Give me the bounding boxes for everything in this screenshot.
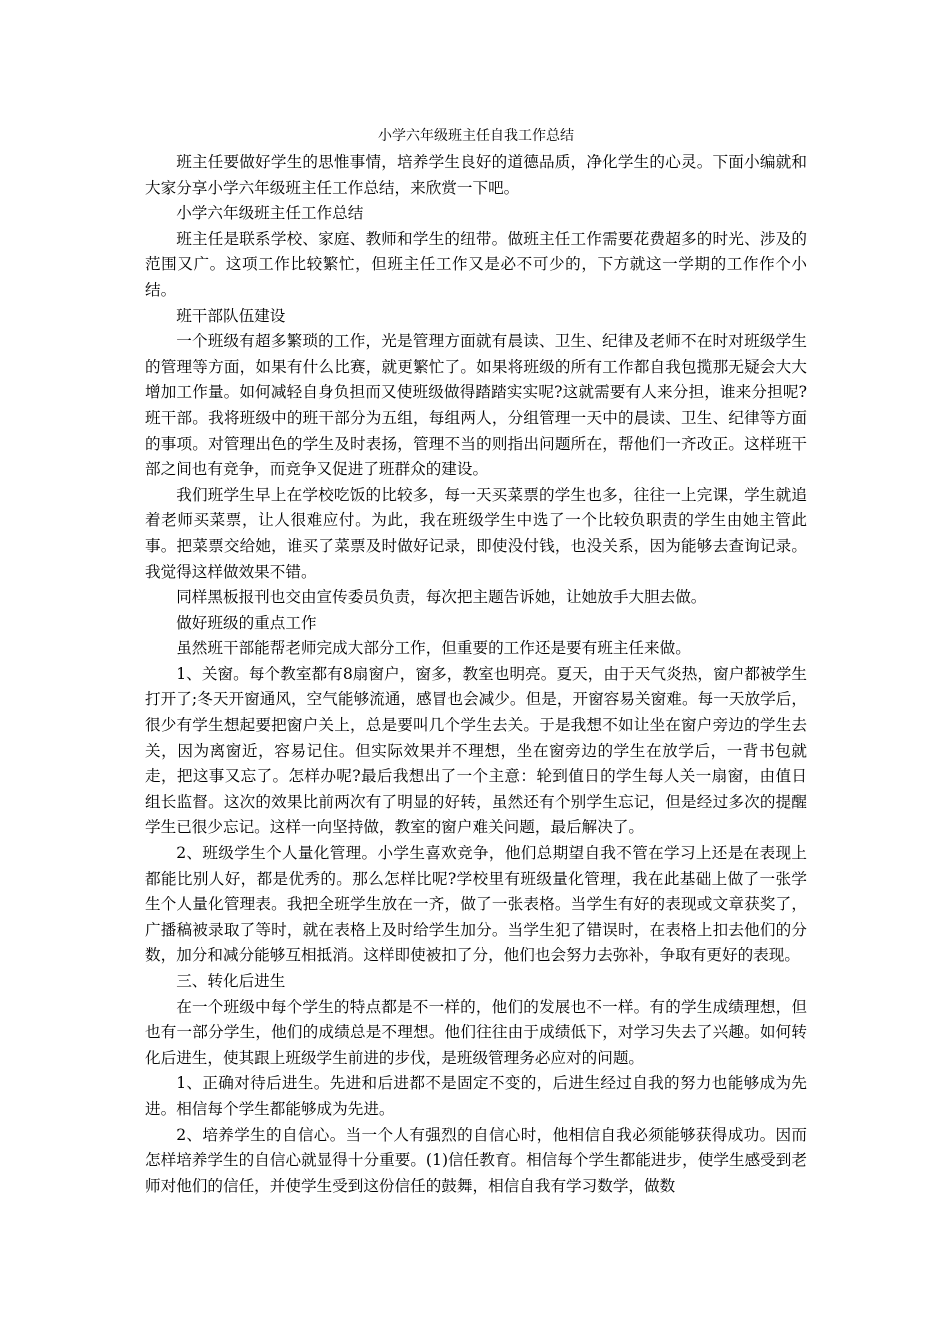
paragraph-quantified-management: 2、班级学生个人量化管理。小学生喜欢竞争，他们总期望自我不管在学习上还是在表现上都能比别人好，都是优秀的。那么怎样比呢?学校里有班级量化管理，我在此基础上做了一张学生个人量化管理表。我把全班学生放在一齐，做了一张表格。当学生有好的表现或文章获奖了，广播稿被录取了等时，就在表格上及时给学生加分。当学生犯了错误时，在表格上扣去他们的分数，加分和减分能够互相抵消。这样即使被扣了分，他们也会努力去弥补，争取有更好的表现。 [145,844,807,965]
intro-paragraph: 班主任要做好学生的思惟事情，培养学生良好的道德品质，净化学生的心灵。下面小编就和大家分享小学六年级班主任工作总结，来欣赏一下吧。 [145,153,807,197]
section-heading-class-cadre: 班干部队伍建设 [176,306,286,325]
paragraph-treat-correctly: 1、正确对待后进生。先进和后进都不是固定不变的，后进生经过自我的努力也能够成为先进。相信每个学生都能够成为先进。 [145,1074,807,1118]
paragraph-underachievers-intro: 在一个班级中每个学生的特点都是不一样的，他们的发展也不一样。有的学生成绩理想，但也有一部分学生，他们的成绩总是不理想。他们往往由于成绩低下，对学习失去了兴趣。如何转化后进生，使其跟上班级学生前进的步伐，是班级管理务必应对的问题。 [145,997,807,1067]
paragraph-key-work-intro: 虽然班干部能帮老师完成大部分工作，但重要的工作还是要有班主任来做。 [176,639,691,658]
paragraph-class-cadre: 一个班级有超多繁琐的工作，光是管理方面就有晨读、卫生、纪律及老师不在时对班级学生的管理等方面，如果有什么比赛，就更繁忙了。如果将班级的所有工作都自我包揽那无疑会大大增加工作量。如何减轻自身负担而又使班级做得踏踏实实呢?这就需要有人来分担，谁来分担呢?班干部。我将班级中的班干部分为五组，每组两人，分组管理一天中的晨读、卫生、纪律等方面的事项。对管理出色的学生及时表扬，管理不当的则指出问题所在，帮他们一齐改正。这样班干部之间也有竞争，而竞争又促进了班群众的建设。 [145,332,807,479]
section-heading-underachievers: 三、转化后进生 [176,972,286,990]
section-heading-summary: 小学六年级班主任工作总结 [176,204,364,223]
paragraph-meal-tickets: 我们班学生早上在学校吃饭的比较多，每一天买菜票的学生也多，往往一上完课，学生就追着老师买菜票，让人很难应付。为此，我在班级学生中选了一个比较负职责的学生由她主管此事。把菜票交给她，谁买了菜票及时做好记录，即使没付钱，也没关系，因为能够去查询记录。我觉得这样做效果不错。 [145,485,807,581]
document-page [145,126,807,1199]
paragraph-self-confidence: 2、培养学生的自信心。当一个人有强烈的自信心时，他相信自我必须能够获得成功。因而怎样培养学生的自信心就显得十分重要。(1)信任教育。相信每个学生都能进步，使学生感受到老师对他们的信任，并使学生受到这份信任的鼓舞，相信自我有学习数学，做数 [145,1125,807,1195]
document-title: 小学六年级班主任自我工作总结 [378,128,574,144]
paragraph-blackboard: 同样黑板报刊也交由宣传委员负责，每次把主题告诉她，让她放手大胆去做。 [176,588,707,607]
paragraph-overview: 班主任是联系学校、家庭、教师和学生的纽带。做班主任工作需要花费超多的时光、涉及的范围又广。这项工作比较繁忙，但班主任工作又是必不可少的，下方就这一学期的工作作个小结。 [145,229,807,299]
section-heading-key-work: 做好班级的重点工作 [176,613,317,632]
paragraph-closing-windows: 1、关窗。每个教室都有8扇窗户，窗多，教室也明亮。夏天，由于天气炎热，窗户都被学生打开了;冬天开窗通风，空气能够流通，感冒也会减少。但是，开窗容易关窗难。每一天放学后，很少有学生想起要把窗户关上，总是要叫几个学生去关。于是我想不如让坐在窗户旁边的学生去关，因为离窗近，容易记住。但实际效果并不理想，坐在窗旁边的学生在放学后，一背书包就走，把这事又忘了。怎样办呢?最后我想出了一个主意：轮到值日的学生每人关一扇窗，由值日组长监督。这次的效果比前两次有了明显的好转，虽然还有个别学生忘记，但是经过多次的提醒学生已很少忘记。这样一向坚持做，教室的窗户难关问题，最后解决了。 [145,664,807,837]
